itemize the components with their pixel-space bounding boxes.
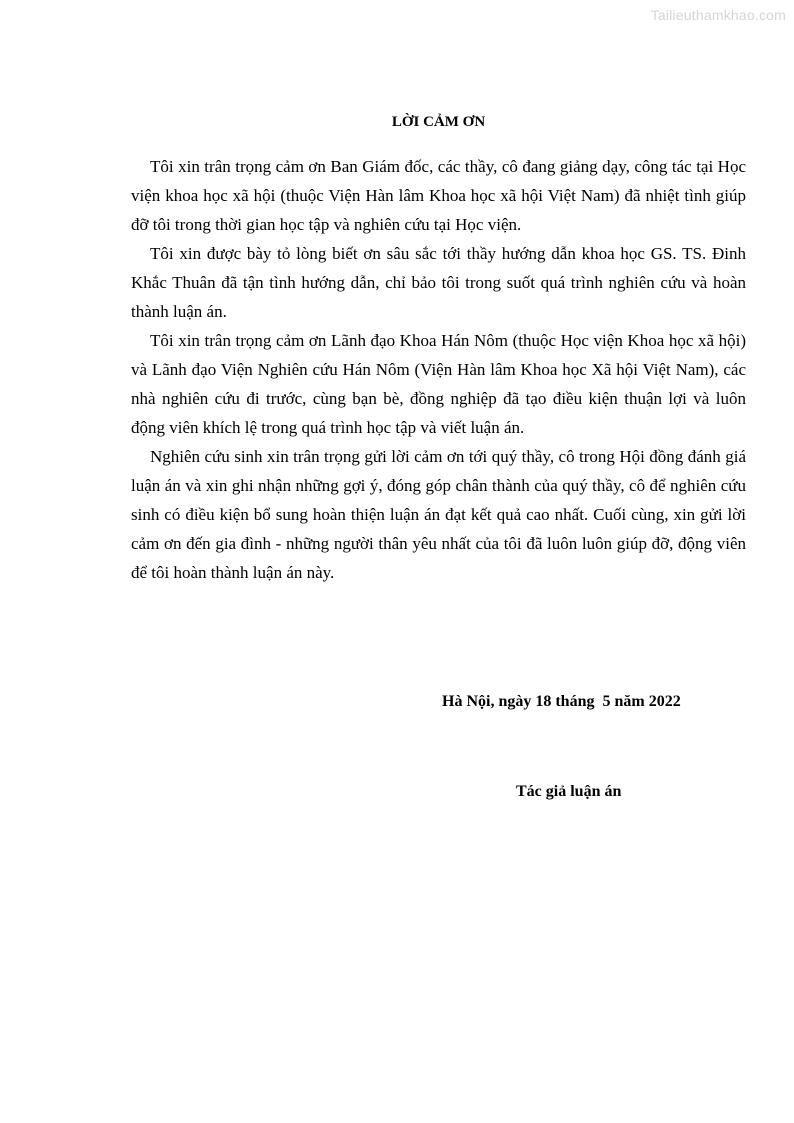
paragraph-4: Nghiên cứu sinh xin trân trọng gửi lời cảm ơn tới quý thầy, cô trong Hội đồng đánh giá luận án và xin ghi nhận những gợi ý, đóng góp chân thành của quý thầy, cô để nghiên cứu sinh có điều kiện bổ sung hoàn thiện luận án đạt kết quả cao nhất. Cuối cùng, xin gửi lời cảm ơn đến gia đình - những người thân yêu nhất của tôi đã luôn luôn giúp đỡ, động viên để tôi hoàn thành luận án này. [131, 447, 746, 582]
signature-date: Hà Nội, ngày 18 tháng 5 năm 2022 [442, 693, 681, 710]
signature-author: Tác giả luận án [516, 783, 622, 800]
watermark: Tailieuthamkhao.com [650, 7, 786, 23]
paragraph-3: Tôi xin trân trọng cảm ơn Lãnh đạo Khoa Hán Nôm (thuộc Học viện Khoa học xã hội) và Lãnh đạo Viện Nghiên cứu Hán Nôm (Viện Hàn lâm Khoa học Xã hội Việt Nam), các nhà nghiên cứu đi trước, cùng bạn bè, đồng nghiệp đã tạo điều kiện thuận lợi và luôn động viên khích lệ trong quá trình học tập và viết luận án. [131, 331, 746, 437]
paragraph-2: Tôi xin được bày tỏ lòng biết ơn sâu sắc tới thầy hướng dẫn khoa học GS. TS. Đinh Khắc Thuân đã tận tình hướng dẫn, chỉ bảo tôi trong suốt quá trình nghiên cứu và hoàn thành luận án. [131, 244, 746, 321]
paragraph-1: Tôi xin trân trọng cảm ơn Ban Giám đốc, các thầy, cô đang giảng dạy, công tác tại Học viện khoa học xã hội (thuộc Viện Hàn lâm Khoa học xã hội Việt Nam) đã nhiệt tình giúp đỡ tôi trong thời gian học tập và nghiên cứu tại Học viện. [131, 157, 746, 234]
signature-block [442, 627, 681, 837]
document-body [131, 110, 746, 587]
page-title: LỜI CẢM ƠN [391, 114, 486, 130]
